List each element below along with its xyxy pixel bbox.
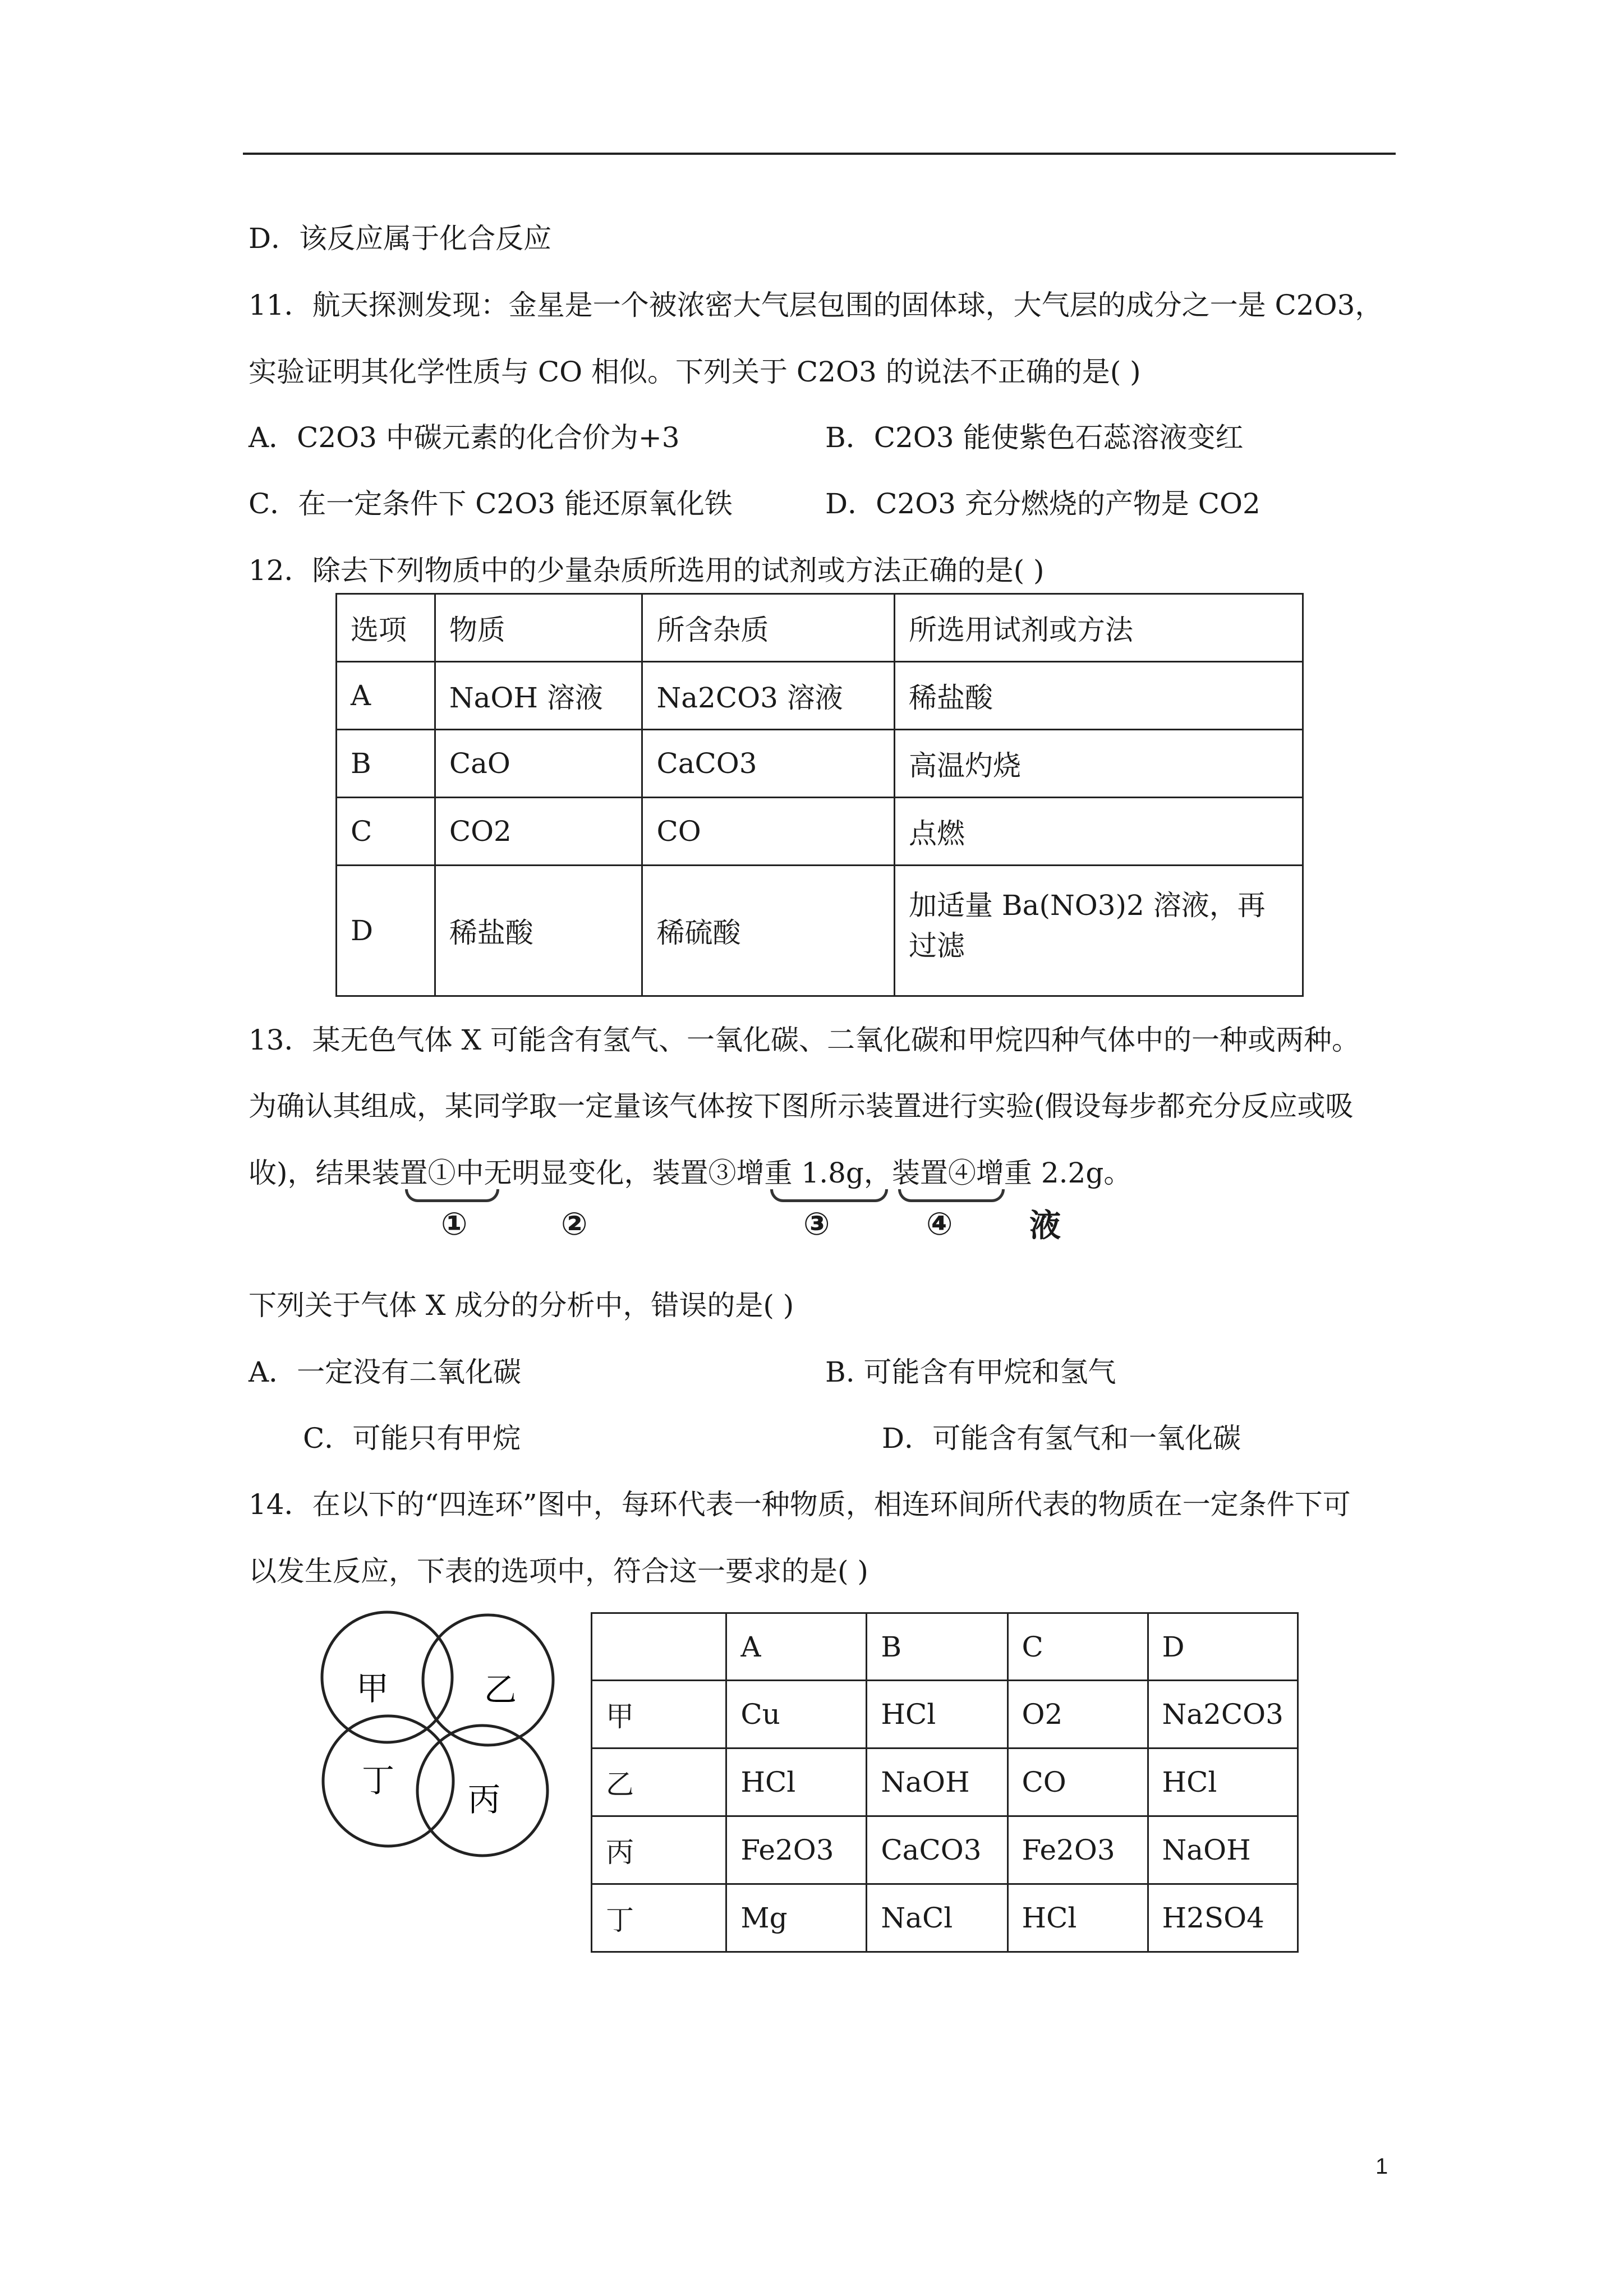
table-cell: D xyxy=(337,866,435,996)
q13-option-d: D．可能含有氢气和一氧化碳 xyxy=(882,1422,1241,1455)
q13-option-c: C．可能只有甲烷 xyxy=(303,1422,521,1455)
table-cell: NaOH xyxy=(1148,1816,1298,1884)
table-cell: CaCO3 xyxy=(867,1816,1007,1884)
table-cell: HCl xyxy=(726,1749,867,1816)
table-cell: Cu xyxy=(726,1681,867,1749)
table-cell: 丁 xyxy=(592,1884,726,1952)
q13-question: 下列关于气体 X 成分的分析中，错误的是( ) xyxy=(249,1289,794,1322)
q14-header-cell: C xyxy=(1007,1613,1148,1681)
apparatus-label-3: ③ xyxy=(803,1206,830,1243)
apparatus-label-liquid: 液 xyxy=(1029,1208,1061,1244)
table-cell: CO2 xyxy=(435,798,642,866)
apparatus-brace xyxy=(405,1189,499,1202)
table-cell: H2SO4 xyxy=(1148,1884,1298,1952)
q11-option-d: D．C2O3 充分燃烧的产物是 CO2 xyxy=(825,487,1260,520)
apparatus-brace xyxy=(898,1189,1005,1202)
apparatus-label-1: ① xyxy=(441,1206,468,1243)
table-cell: 丙 xyxy=(592,1816,726,1884)
q13-option-a: A．一定没有二氧化碳 xyxy=(249,1356,522,1388)
q12-header-cell: 所含杂质 xyxy=(642,594,895,662)
q13-stem-line1: 13．某无色气体 X 可能含有氢气、一氧化碳、二氧化碳和甲烷四种气体中的一种或两种。 xyxy=(249,1024,1360,1056)
table-cell: C xyxy=(337,798,435,866)
table-cell: HCl xyxy=(1007,1884,1148,1952)
page-number: 1 xyxy=(1375,2154,1388,2179)
q13-stem-line3: 收)，结果装置①中无明显变化，装置③增重 1.8g，装置④增重 2.2g。 xyxy=(249,1157,1132,1189)
table-cell: CaO xyxy=(435,730,642,798)
table-cell: CO xyxy=(1007,1749,1148,1816)
table-cell: 稀盐酸 xyxy=(895,662,1303,730)
table-cell: B xyxy=(337,730,435,798)
table-row xyxy=(592,1681,1298,1749)
table-cell: 稀硫酸 xyxy=(642,866,895,996)
table-row xyxy=(337,662,1303,730)
table-cell: CO xyxy=(642,798,895,866)
table-row xyxy=(592,1816,1298,1884)
table-cell: Fe2O3 xyxy=(726,1816,867,1884)
table-cell: 稀盐酸 xyxy=(435,866,642,996)
ring-label: 丙 xyxy=(468,1780,501,1819)
table-cell: CaCO3 xyxy=(642,730,895,798)
apparatus-label-2: ② xyxy=(561,1206,588,1243)
table-cell: Mg xyxy=(726,1884,867,1952)
table-cell: HCl xyxy=(1148,1749,1298,1816)
q14-header-cell: D xyxy=(1148,1613,1298,1681)
ring-label: 乙 xyxy=(484,1671,517,1709)
table-cell: 乙 xyxy=(592,1749,726,1816)
q11-option-a: A．C2O3 中碳元素的化合价为+3 xyxy=(249,421,680,454)
apparatus-label-4: ④ xyxy=(926,1206,953,1243)
q13-stem-line2: 为确认其组成，某同学取一定量该气体按下图所示装置进行实验(假设每步都充分反应或吸 xyxy=(249,1090,1354,1122)
table-row xyxy=(337,730,1303,798)
table-cell: NaCl xyxy=(867,1884,1007,1952)
table-cell: Na2CO3 xyxy=(1148,1681,1298,1749)
table-cell: Na2CO3 溶液 xyxy=(642,662,895,730)
q11-option-c: C．在一定条件下 C2O3 能还原氧化铁 xyxy=(249,487,733,520)
q12-header-cell: 选项 xyxy=(337,594,435,662)
q11-stem-line2: 实验证明其化学性质与 CO 相似。下列关于 C2O3 的说法不正确的是( ) xyxy=(249,356,1141,388)
q13-option-b: B. 可能含有甲烷和氢气 xyxy=(825,1356,1116,1388)
four-ring-diagram xyxy=(314,1610,567,1862)
table-cell: HCl xyxy=(867,1681,1007,1749)
table-row xyxy=(592,1749,1298,1816)
table-cell: 点燃 xyxy=(895,798,1303,866)
table-cell: NaOH 溶液 xyxy=(435,662,642,730)
table-cell: NaOH xyxy=(867,1749,1007,1816)
ring-label: 丁 xyxy=(362,1761,395,1800)
ring-label: 甲 xyxy=(356,1669,389,1708)
q14-stem-line2: 以发生反应，下表的选项中，符合这一要求的是( ) xyxy=(249,1555,868,1588)
q14-header-row xyxy=(592,1613,1298,1681)
table-cell: A xyxy=(337,662,435,730)
table-cell: 甲 xyxy=(592,1681,726,1749)
q12-header-cell: 物质 xyxy=(435,594,642,662)
apparatus-brace xyxy=(770,1189,888,1202)
q12-stem: 12．除去下列物质中的少量杂质所选用的试剂或方法正确的是( ) xyxy=(249,554,1045,587)
q10-option-d: D．该反应属于化合反应 xyxy=(249,222,552,255)
q12-header-cell: 所选用试剂或方法 xyxy=(895,594,1303,662)
q11-stem-line1: 11．航天探测发现：金星是一个被浓密大气层包围的固体球，大气层的成分之一是 C2O3， xyxy=(249,289,1383,321)
q12-header-row xyxy=(337,594,1303,662)
table-cell: Fe2O3 xyxy=(1007,1816,1148,1884)
table-row xyxy=(337,798,1303,866)
q14-header-cell xyxy=(592,1613,726,1681)
table-row xyxy=(592,1884,1298,1952)
q14-header-cell: A xyxy=(726,1613,867,1681)
table-cell: 高温灼烧 xyxy=(895,730,1303,798)
q14-table xyxy=(591,1612,1299,1953)
q11-option-b: B．C2O3 能使紫色石蕊溶液变红 xyxy=(825,421,1244,454)
q14-stem-line1: 14．在以下的“四连环”图中，每环代表一种物质，相连环间所代表的物质在一定条件下可 xyxy=(249,1488,1351,1521)
header-rule xyxy=(243,153,1396,155)
q14-header-cell: B xyxy=(867,1613,1007,1681)
table-cell: O2 xyxy=(1007,1681,1148,1749)
q12-table xyxy=(335,593,1304,997)
table-cell: 加适量 Ba(NO3)2 溶液，再过滤 xyxy=(895,866,1303,996)
table-row xyxy=(337,866,1303,996)
